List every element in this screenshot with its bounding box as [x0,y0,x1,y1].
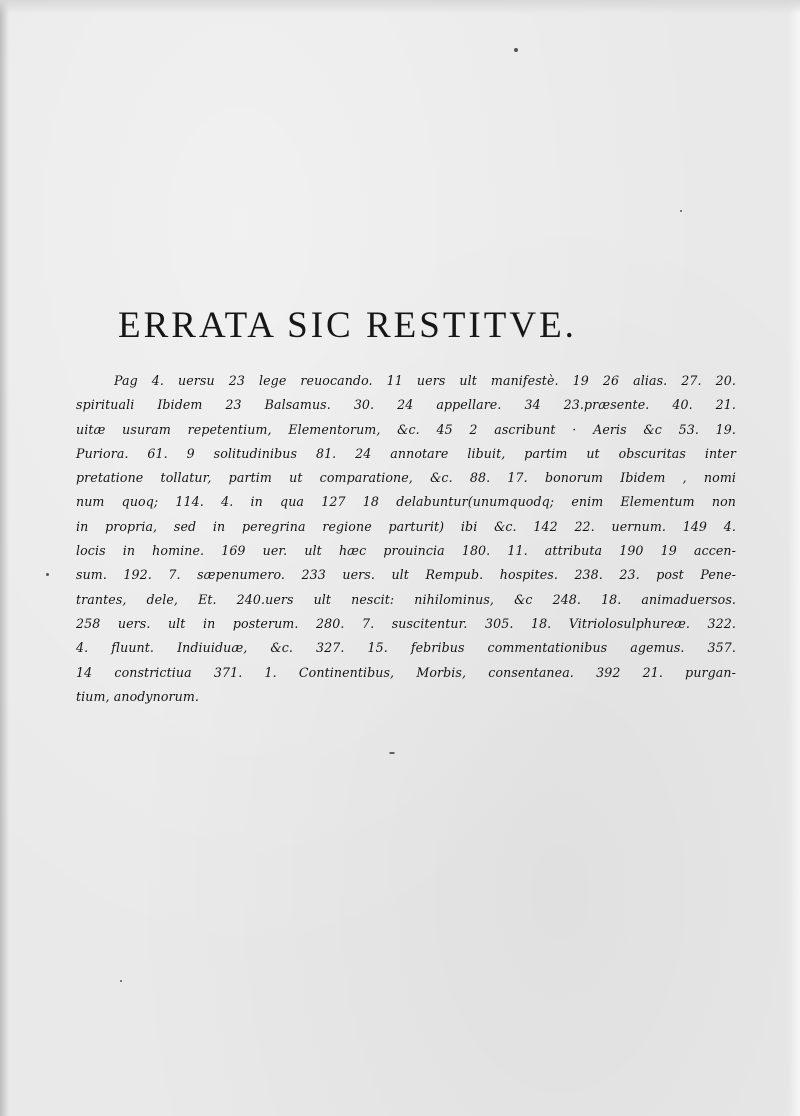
errata-line: Pag 4. uersu 23 lege reuocando. 11 uers ult manifestè. 19 26 alias. 27. 20. [114,373,736,388]
page-top-edge [0,0,800,14]
errata-line: locis in homine. 169 uer. ult hæc prouincia 180. 11. attributa 190 19 accen- [76,543,736,559]
paper-speck [389,752,395,754]
paper-speck [120,980,122,982]
errata-line: in propria, sed in peregrina regione parturit) ibi &c. 142 22. uernum. 149 4. [76,518,736,534]
errata-list [76,369,736,709]
errata-line: 14 constrictiua 371. 1. Continentibus, Morbis, consentanea. 392 21. purgan- [76,664,736,680]
errata-line: pretatione tollatur, partim ut comparatione, &c. 88. 17. bonorum Ibidem , nomi [76,470,736,486]
errata-line: spirituali Ibidem 23 Balsamus. 30. 24 appellare. 34 23.præsente. 40. 21. [76,397,736,413]
errata-line: 258 uers. ult in posterum. 280. 7. suscitentur. 305. 18. Vitriolosulphureæ. 322. [76,615,736,631]
paper-speck [514,48,518,52]
errata-heading: ERRATA SIC RESTITVE. [118,305,577,346]
errata-line: trantes, dele, Et. 240.uers ult nescit: nihilominus, &c 248. 18. animaduersos. [76,591,736,607]
errata-line: sum. 192. 7. sæpenumero. 233 uers. ult Rempub. hospites. 238. 23. post Pene- [76,567,736,583]
page-left-shadow [0,0,9,1116]
errata-line: 4. fluunt. Indiuiduæ, &c. 327. 15. febribus commentationibus agemus. 357. [76,640,736,656]
page-right-edge [788,0,800,1116]
paper-speck [680,210,682,212]
errata-line: tium, anodynorum. [76,688,199,704]
paper-speck [46,573,49,576]
errata-line: Puriora. 61. 9 solitudinibus 81. 24 annotare libuit, partim ut obscuritas inter [76,445,736,461]
errata-line: uitæ usuram repetentium, Elementorum, &c. 45 2 ascribunt · Aeris &c 53. 19. [76,421,736,437]
errata-line: num quoq; 114. 4. in qua 127 18 delabuntur(unumquodq; enim Elementum non [76,494,736,510]
